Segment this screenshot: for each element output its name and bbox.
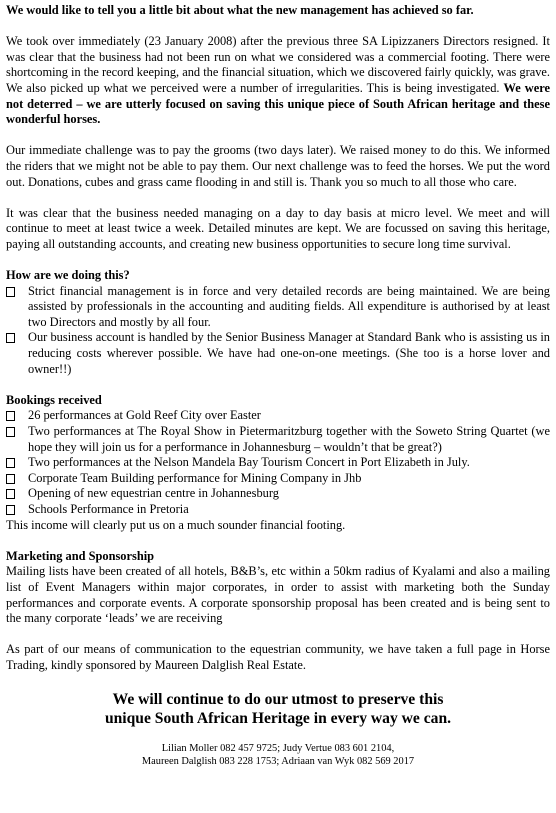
contact-details [6,742,550,768]
contact-line-1: Lilian Moller 082 457 9725; Judy Vertue 083 601 2104, [161,742,395,754]
paragraph-takeover-bold: We were not deterred – we are utterly focused on saving this unique piece of South African heritage and these wonderful horses. [6,80,550,127]
closing-statement [6,690,550,728]
list-item [6,424,550,455]
closing-line-1: We will continue to do our utmost to preserve this [112,690,444,708]
list-item-text: Strict financial management is in force and very detailed records are being maintained. We are being assisted by professionals in the accounting and auditing fields. All expenditure is authorised by at least two Directors and mostly by all four. [28,283,550,329]
list-item [6,471,550,487]
list-item [6,502,550,518]
how-heading: How are we doing this? [6,268,130,283]
paragraph-takeover-text: We took over immediately (23 January 2008) after the previous three SA Lipizzaners Directors resigned. It was clear that the business had not been run on what we considered was a commercial footing. There were shortcoming in the record keeping, and the financial situation, which we discovered fairly quickly, was grave. We also picked up what we perceived were a number of irregularities. This is being investigated. [6,34,550,95]
list-item-text: Our business account is handled by the Senior Business Manager at Standard Bank who is assisting us in reducing costs wherever possible. We have had one-on-one meetings. (She too is a horse lover and owner!!) [28,330,550,376]
checkbox-bullet-icon [6,458,15,468]
paragraph-challenge: Our immediate challenge was to pay the grooms (two days later). We raised money to do this. We informed the riders that we might not be able to pay them. Our next challenge was to feed the horses. We put the word out. Donations, cubes and grass came flooding in and still is. Thank you so much to all those who care. [6,143,550,189]
paragraph-takeover [6,34,550,128]
bookings-list [6,408,550,517]
marketing-heading: Marketing and Sponsorship [6,548,155,563]
paragraph-management: It was clear that the business needed managing on a day to day basis at micro level. We meet and will continue to meet at least twice a week. Detailed minutes are kept. We are focussed on saving this heritage, paying all outstanding accounts, and creating new business opportunities to secure long time survival. [6,205,550,251]
list-item-text: Schools Performance in Pretoria [28,502,189,516]
checkbox-bullet-icon [6,427,15,437]
marketing-text: Mailing lists have been created of all hotels, B&B’s, etc within a 50km radius of Kyalami and also a mailing list of Event Managers within major corporates, in order to assist with marketing both the Sunday performances and corporate events. A corporate sponsorship proposal has been created and is being sent to the many corporate ‘leads’ we are receiving [6,564,550,626]
bookings-heading: Bookings received [6,392,102,407]
checkbox-bullet-icon [6,489,15,499]
checkbox-bullet-icon [6,333,15,343]
closing-line-2: unique South African Heritage in every way we can. [104,709,452,727]
list-item [6,455,550,471]
contact-line-2: Maureen Dalglish 083 228 1753; Adriaan van Wyk 082 569 2017 [141,755,415,767]
checkbox-bullet-icon [6,474,15,484]
list-item-text: Opening of new equestrian centre in Johannesburg [28,486,279,501]
intro-heading: We would like to tell you a little bit about what the new management has achieved so far. [6,3,474,17]
list-item [6,486,550,502]
list-item-text: Two performances at The Royal Show in Pietermaritzburg together with the Soweto String Quartet (we hope they will join us for a performance in Johannesburg – wouldn’t that be great?) [28,424,550,454]
checkbox-bullet-icon [6,287,15,297]
how-list [6,284,550,378]
list-item [6,284,550,331]
list-item-text: 26 performances at Gold Reef City over Easter [28,408,261,423]
list-item-text: Two performances at the Nelson Mandela Bay Tourism Concert in Port Elizabeth in July. [28,455,470,470]
checkbox-bullet-icon [6,411,15,421]
list-item [6,408,550,424]
bookings-footer: This income will clearly put us on a much sounder financial footing. [6,517,346,532]
paragraph-communication: As part of our means of communication to the equestrian community, we have taken a full page in Horse Trading, kindly sponsored by Maureen Dalglish Real Estate. [6,642,550,672]
list-item-text: Corporate Team Building performance for Mining Company in Jhb [28,470,362,485]
list-item [6,330,550,377]
checkbox-bullet-icon [6,505,15,515]
